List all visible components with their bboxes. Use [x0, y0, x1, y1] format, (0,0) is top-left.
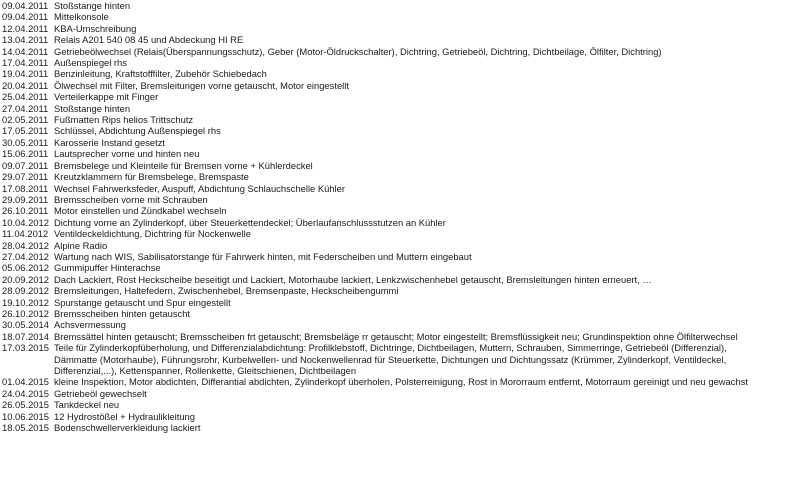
- entry-description: Dichtung vorne an Zylinderkopf, über Steuerkettendeckel; Überlaufanschlussstutzen an Kühler: [54, 216, 446, 228]
- log-entry: [2, 228, 798, 239]
- entry-date: 30.05.2014: [2, 319, 49, 331]
- entry-date: 09.04.2011: [2, 11, 49, 23]
- entry-description: Verteilerkappe mit Finger: [54, 91, 159, 103]
- log-entry: [2, 240, 798, 251]
- log-entry: [2, 103, 798, 114]
- log-entry: [2, 376, 798, 387]
- entry-description: Getriebeölwechsel (Relais(Überspannungsschutz), Geber (Motor-Öldruckschalter), Dichtring, Getriebeöl, Dichtring, Dichtbeilage, Ölfilter, Dichtring): [54, 45, 662, 57]
- log-entry: [2, 125, 798, 136]
- entry-date: 20.09.2012: [2, 273, 49, 285]
- entry-date: 01.04.2015: [2, 376, 49, 388]
- log-entry: [2, 0, 798, 11]
- entry-date: 05.06.2012: [2, 262, 49, 274]
- log-entry: [2, 422, 798, 433]
- entry-description: Bremsscheiben hinten getauscht: [54, 307, 191, 319]
- log-entry: [2, 114, 798, 125]
- log-entry: [2, 57, 798, 68]
- log-entry: [2, 23, 798, 34]
- entry-date: 27.04.2011: [2, 102, 49, 114]
- entry-date: 29.09.2011: [2, 193, 49, 205]
- entry-description: Bodenschwellerverkleidung lackiert: [54, 422, 201, 434]
- entry-date: 14.04.2011: [2, 45, 49, 57]
- entry-description: Wechsel Fahrwerksfeder, Auspuff, Abdichtung Schlauchschelle Kühler: [54, 182, 345, 194]
- entry-description: kleine Inspektion, Motor abdichten, Differantial abdichten, Zylinderkopf überholen, Polsterreinigung, Rost in Mororraum entfernt, Motorraum gereinigt und neu gewachst: [54, 376, 748, 388]
- entry-description: Schlüssel, Abdichtung Außenspiegel rhs: [54, 125, 221, 137]
- entry-date: 15.06.2011: [2, 148, 49, 160]
- entry-description: Ventildeckeldichtung, Dichtring für Nockenwelle: [54, 228, 251, 240]
- entry-date: 10.06.2015: [2, 410, 49, 422]
- entry-description: Fußmatten Rips helios Trittschutz: [54, 114, 194, 126]
- log-entry: [2, 285, 798, 296]
- log-entry: [2, 11, 798, 22]
- entry-date: 27.04.2012: [2, 250, 49, 262]
- entry-date: 17.05.2011: [2, 125, 49, 137]
- entry-description: Achsvermessung: [54, 319, 126, 331]
- entry-description-continued: Dämmatte (Motorhaube), Führungsrohr, Kurbelwellen- und Nockenwellenrad für Steuerkette, Dichtungen und Dichtungssatz (Krümmer, Zylinderkopf, Ventildeckel,: [54, 353, 727, 365]
- entry-date: 26.10.2011: [2, 205, 49, 217]
- log-entry: [2, 251, 798, 262]
- entry-date: 19.04.2011: [2, 68, 49, 80]
- entry-date: 19.10.2012: [2, 296, 49, 308]
- entry-date: 10.04.2012: [2, 216, 49, 228]
- entry-date: 18.05.2015: [2, 422, 49, 434]
- entry-description: Relais A201 540 08 45 und Abdeckung HI RE: [54, 34, 244, 46]
- entry-description: Alpine Radio: [54, 239, 108, 251]
- entry-date: 12.04.2011: [2, 22, 49, 34]
- log-entry: [2, 148, 798, 159]
- log-entry: [2, 297, 798, 308]
- entry-description: Ölwechsel mit Filter, Bremsleitungen vorne getauscht, Motor eingestellt: [54, 79, 349, 91]
- entry-date: 09.07.2011: [2, 159, 49, 171]
- entry-description: Gummipuffer Hinterachse: [54, 262, 161, 274]
- entry-description: Dach Lackiert, Rost Heckscheibe beseitigt und Lackiert, Motorhaube lackiert, Lenkzwischenhebel getauscht, Bremsleitungen hinten erneuert, …: [54, 273, 652, 285]
- entry-description: Tankdeckel neu: [54, 399, 120, 411]
- entry-date: 20.04.2011: [2, 79, 49, 91]
- entry-date: 17.08.2011: [2, 182, 49, 194]
- entry-description-continued: Differenzial,...), Kettenspanner, Rollenkette, Gleitschienen, Dichtbeilagen: [54, 365, 357, 376]
- entry-description: Kreutzklammern für Bremsbelege, Bremspaste: [54, 171, 249, 183]
- log-entry: [2, 171, 798, 182]
- entry-description: Bremssättel hinten getauscht; Bremsscheiben frt getauscht; Bremsbeläge rr getauscht; Motor eingestellt; Bremsflüssigkeit neu; Grundinspektion ohne Ölfilterwechsel: [54, 330, 738, 342]
- entry-description: Getriebeöl gewechselt: [54, 387, 147, 399]
- entry-date: 18.07.2014: [2, 330, 49, 342]
- maintenance-log: [2, 0, 798, 433]
- entry-date: 17.04.2011: [2, 57, 49, 69]
- entry-date: 09.04.2011: [2, 0, 49, 11]
- entry-description: 12 Hydrostößel + Hydraulikleitung: [54, 410, 195, 422]
- log-entry: [2, 194, 798, 205]
- entry-description: Bremsscheiben vorne mit Schrauben: [54, 193, 208, 205]
- entry-description: Lautsprecher vorne und hinten neu: [54, 148, 200, 160]
- entry-description: KBA-Umschreibung: [54, 22, 137, 34]
- entry-date: 28.09.2012: [2, 285, 49, 297]
- entry-description: Stoßstange hinten: [54, 102, 131, 114]
- log-entry: [2, 388, 798, 399]
- entry-date: 11.04.2012: [2, 228, 49, 240]
- log-entry: [2, 331, 798, 342]
- entry-date: 28.04.2012: [2, 239, 49, 251]
- entry-description: Wartung nach WIS, Sabilisatorstange für Fahrwerk hinten, mit Federscheiben und Muttern eingebaut: [54, 250, 472, 262]
- log-entry: [2, 34, 798, 45]
- log-entry: [2, 137, 798, 148]
- entry-description: Mittelkonsole: [54, 11, 109, 23]
- log-entry: [2, 399, 798, 410]
- entry-date: 02.05.2011: [2, 114, 49, 126]
- entry-date: 17.03.2015: [2, 342, 49, 354]
- log-entry: [2, 308, 798, 319]
- log-entry: [2, 68, 798, 79]
- entry-description: Spurstange getauscht und Spur eingestellt: [54, 296, 231, 308]
- entry-date: 29.07.2011: [2, 171, 49, 183]
- log-entry: [2, 91, 798, 102]
- log-entry: [2, 262, 798, 273]
- entry-description: Karosserie Instand gesetzt: [54, 136, 165, 148]
- log-entry: [2, 274, 798, 285]
- entry-date: 26.05.2015: [2, 399, 49, 411]
- log-entry: [2, 205, 798, 216]
- entry-date: 13.04.2011: [2, 34, 49, 46]
- log-entry: [2, 342, 798, 353]
- entry-date: 30.05.2011: [2, 136, 49, 148]
- entry-description: Stoßstange hinten: [54, 0, 131, 11]
- log-entry: [2, 411, 798, 422]
- entry-date: 25.04.2011: [2, 91, 49, 103]
- entry-date: 26.10.2012: [2, 307, 49, 319]
- log-entry: [2, 217, 798, 228]
- entry-date: 24.04.2015: [2, 387, 49, 399]
- log-entry: [2, 80, 798, 91]
- entry-description: Teile für Zylinderkopfüberholung, und Differenzialabdichtung: Profilklebstoff, Dichtringe, Dichtbeilagen, Muttern, Schrauben, Simmerringe, Getriebeöl (Differenzial),: [54, 342, 727, 354]
- log-entry: [2, 183, 798, 194]
- log-entry: [2, 319, 798, 330]
- entry-description: Bremsbelege und Kleinteile für Bremsen vorne + Kühlerdeckel: [54, 159, 313, 171]
- entry-description: Außenspiegel rhs: [54, 57, 127, 69]
- entry-description: Motor einstellen und Zündkabel wechseln: [54, 205, 227, 217]
- entry-description: Bremsleitungen, Haltefedern, Zwischenhebel, Bremsenpaste, Heckscheibengummi: [54, 285, 399, 297]
- entry-description: Benzinleitung, Kraftstofffilter, Zubehör Schiebedach: [54, 68, 267, 80]
- log-entry: [2, 46, 798, 57]
- log-entry: [2, 160, 798, 171]
